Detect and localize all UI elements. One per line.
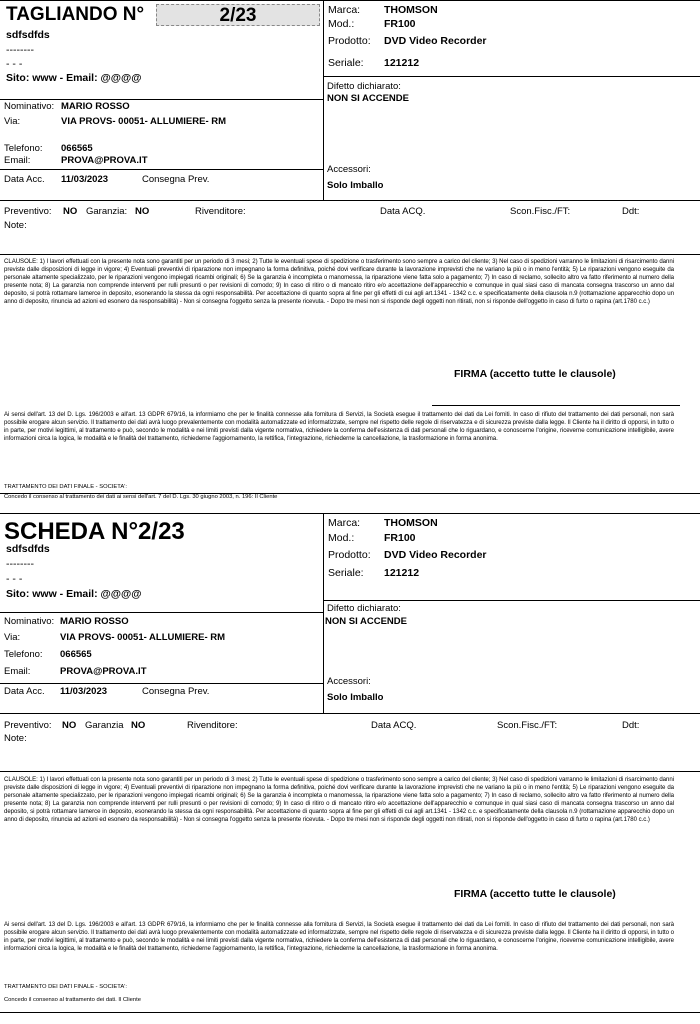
- product-value: DVD Video Recorder: [384, 35, 487, 47]
- phone-label: Telefono:: [4, 143, 43, 154]
- ddt-label: Ddt:: [622, 206, 640, 217]
- product-label: Prodotto:: [328, 549, 371, 561]
- preventivo-value: NO: [62, 720, 77, 731]
- email-label: Email:: [4, 155, 31, 166]
- trattamento-title: TRATTAMENTO DEI DATI FINALE - SOCIETA':: [4, 484, 127, 490]
- phone-label: Telefono:: [4, 649, 43, 660]
- dashes: --------: [6, 558, 34, 570]
- tagliando-title: TAGLIANDO N°: [6, 4, 145, 25]
- rivenditore-label: Rivenditore:: [187, 720, 238, 731]
- name-label: Nominativo:: [4, 101, 55, 112]
- dashes: --------: [6, 44, 34, 56]
- data-acq-label: Data ACQ.: [380, 206, 426, 217]
- separator: - - -: [6, 573, 23, 585]
- product-value: DVD Video Recorder: [384, 549, 487, 561]
- scon-label: Scon.Fisc./FT:: [510, 206, 571, 217]
- scon-label: Scon.Fisc./FT:: [497, 720, 558, 731]
- model-value: FR100: [384, 532, 416, 544]
- firma-label: FIRMA (accetto tutte le clausole): [454, 888, 616, 900]
- trattamento-text: Concedo il consenso al trattamento dei dati. Il Cliente: [4, 997, 141, 1003]
- defect-label: Difetto dichiarato:: [327, 603, 401, 614]
- privacy-text: Ai sensi dell'art. 13 del D. Lgs. 196/2003 e all'art. 13 GDPR 679/16, la informiamo che per le finalità connesse alla fornitura di Servizi, la Società esegue il trattamento dei dati da Lei forniti. In caso di rifiuto del trattamento dei dati personali, non sarà possibile erogare alcun servizio. Il trattamento dei dati avrà luogo prevalentemente con modalità automatizzate ed informatizzate, sempre nel rispetto delle regole di riservatezza e di sicurezza previste dalla legge. Il Cliente ha il diritto di opporsi, in tutto o in parte, per motivi legittimi, al trattamento e può, secondo le modalità e nei limiti previsti dalla vigente normativa, richiedere la conferma dell'esistenza di dati personali che lo riguardano, e conoscerne l'origine, riceverne comunicazione intelligibile, avere informazioni circa la logica, le modalità e le finalità del trattamento, richiederne l'aggiornamento, la rettifica, l'integrazione, richiederne la cancellazione, la trasformazione in forma anonima.: [4, 411, 674, 442]
- scheda-title: SCHEDA N°2/23: [4, 518, 185, 545]
- date-label: Data Acc.: [4, 686, 45, 697]
- company-name: sdfsdfds: [6, 543, 50, 555]
- date-value: 11/03/2023: [60, 686, 108, 697]
- customer-address: VIA PROVS- 00051- ALLUMIERE- RM: [60, 632, 226, 643]
- company-name: sdfsdfds: [6, 29, 50, 41]
- customer-name: MARIO ROSSO: [61, 101, 130, 112]
- delivery-label: Consegna Prev.: [142, 174, 210, 185]
- separator: - - -: [6, 58, 23, 70]
- garanzia-label: Garanzia:: [86, 206, 128, 217]
- serial-value: 121212: [384, 57, 420, 69]
- preventivo-value: NO: [63, 206, 78, 217]
- name-label: Nominativo:: [4, 616, 55, 627]
- privacy-text: Ai sensi dell'art. 13 del D. Lgs. 196/2003 e all'art. 13 GDPR 679/16, la informiamo che per le finalità connesse alla fornitura di Servizi, la Società esegue il trattamento dei dati da Lei forniti. In caso di rifiuto del trattamento dei dati personali, non sarà possibile erogare alcun servizio. Il trattamento dei dati avrà luogo prevalentemente con modalità automatizzate ed informatizzate, sempre nel rispetto delle regole di riservatezza e di sicurezza previste dalla legge. Il Cliente ha il diritto di opporsi, in tutto o in parte, per motivi legittimi, al trattamento e può, secondo le modalità e nei limiti previsti dalla vigente normativa, richiedere la conferma dell'esistenza di dati personali che lo riguardano, e conoscerne l'origine, riceverne comunicazione intelligibile, avere informazioni circa la logica, le modalità e le finalità del trattamento, richiederne l'aggiornamento, la rettifica, l'integrazione, richiederne la cancellazione, la trasformazione in forma anonima.: [4, 921, 674, 952]
- firma-label: FIRMA (accetto tutte le clausole): [454, 368, 616, 380]
- model-label: Mod.:: [328, 18, 355, 30]
- garanzia-value: NO: [135, 206, 150, 217]
- garanzia-value: NO: [131, 720, 146, 731]
- date-value: 11/03/2023: [61, 174, 109, 185]
- preventivo-label: Preventivo:: [4, 720, 52, 731]
- accessories-value: Solo Imballo: [327, 692, 384, 703]
- trattamento-text: Concedo il consenso al trattamento dei dati ai sensi dell'art. 7 del D. Lgs. 30 giugno 2003, n. 196: Il Cliente: [4, 494, 278, 500]
- customer-phone: 066565: [60, 649, 92, 660]
- trattamento-title: TRATTAMENTO DEI DATI FINALE - SOCIETA':: [4, 984, 127, 990]
- clauses-text: CLAUSOLE: 1) I lavori effettuati con la presente nota sono garantiti per un periodo di 3 mesi; 2) Tutte le eventuali spese di spedizione o trasferimento sono sempre a carico del cliente; 3) Nel caso di spedizioni varranno le limitazioni di risarcimento danni previste dalle disposizioni di legge in vigore; 4) Eventuali preventivi di riparazione non impegnano la forma definitiva, poiché dovi verificare durante la lavorazione imprevisti che ne variano la più o in meno l'entità; 5) Le riparazioni vengono eseguite da personale altamente specializzato, per le riparazioni vengono impiegati ricambi originali; 6) Se la garanzia è incompleta o manomessa, la riparazione viene fatta solo a pagamento; 7) In caso di reclamo, sollecito altro va fatto riferimento al numero della presente nota; 8) La garanzia non comprende interventi per rulli presunti o per revisioni di comodo; 9) In caso di ritiro o di mancato ritiro e/o accettazione dell'apparecchio e comunque in qual siasi caso di mancata consegna trascorso un anno dal deposito, si potrà rottamare lamerce in deposito, esonerando la stessa da ogni responsabilità. Per accettazione di quanto sopra al fine per gli effetti di cui agli art.1341 - 1342 c.c. e specificatamente della clausola n.9 (rottamazione apparecchio dopo un anno di deposito, rinuncia ad azioni ed esonero da responsabilità) - Non si consegna l'oggetto senza la presente ricevuta. - Dopo tre mesi non si risponde degli oggetti non ritirati, non si risponde dell'oggetto in caso di furto o rapina (art.1780 c.c.): [4, 776, 674, 823]
- rivenditore-label: Rivenditore:: [195, 206, 246, 217]
- note-label: Note:: [4, 220, 27, 231]
- accessories-label: Accessori:: [327, 164, 371, 175]
- model-label: Mod.:: [328, 532, 355, 544]
- defect-value: NON SI ACCENDE: [325, 616, 407, 627]
- serial-label: Seriale:: [328, 57, 364, 69]
- delivery-label: Consegna Prev.: [142, 686, 210, 697]
- product-label: Prodotto:: [328, 35, 371, 47]
- email-label: Email:: [4, 666, 31, 677]
- brand-label: Marca:: [328, 517, 361, 529]
- clauses-text: CLAUSOLE: 1) I lavori effettuati con la presente nota sono garantiti per un periodo di 3 mesi; 2) Tutte le eventuali spese di spedizione o trasferimento sono sempre a carico del cliente; 3) Nel caso di spedizioni varranno le limitazioni di risarcimento danni previste dalle disposizioni di legge in vigore; 4) Eventuali preventivi di riparazione non impegnano la forma definitiva, poiché dovi verificare durante la lavorazione imprevisti che ne variano la più o in meno l'entità; 5) Le riparazioni vengono eseguite da personale altamente specializzato, per le riparazioni vengono impiegati ricambi originali; 6) Se la garanzia è incompleta o manomessa, la riparazione viene fatta solo a pagamento; 7) In caso di reclamo, sollecito altro va fatto riferimento al numero della presente nota; 8) La garanzia non comprende interventi per rulli presunti o per revisioni di comodo; 9) In caso di ritiro o di mancato ritiro e/o accettazione dell'apparecchio e comunque in qual siasi caso di mancata consegna trascorso un anno dal deposito, si potrà rottamare lamerce in deposito, esonerando la stessa da ogni responsabilità. Per accettazione di quanto sopra al fine per gli effetti di cui agli art.1341 - 1342 c.c. e specificatamente della clausola n.9 (rottamazione apparecchio dopo un anno di deposito, rinuncia ad azioni ed esonero da responsabilità) - Non si consegna l'oggetto senza la presente ricevuta. - Dopo tre mesi non si risponde degli oggetti non ritirati, non si risponde dell'oggetto in caso di furto o rapina (art.1780 c.c.): [4, 258, 674, 305]
- note-label: Note:: [4, 733, 27, 744]
- site-email: Sito: www - Email: @@@@: [6, 72, 142, 84]
- data-acq-label: Data ACQ.: [371, 720, 417, 731]
- serial-value: 121212: [384, 567, 420, 579]
- brand-value: THOMSON: [384, 517, 438, 529]
- via-label: Via:: [4, 632, 21, 643]
- date-label: Data Acc.: [4, 174, 45, 185]
- customer-name: MARIO ROSSO: [60, 616, 129, 627]
- model-value: FR100: [384, 18, 416, 30]
- brand-value: THOMSON: [384, 4, 438, 16]
- customer-email: PROVA@PROVA.IT: [60, 666, 147, 677]
- accessories-label: Accessori:: [327, 676, 371, 687]
- accessories-value: Solo Imballo: [327, 180, 384, 191]
- tagliando-number-box: [156, 4, 320, 26]
- preventivo-label: Preventivo:: [4, 206, 52, 217]
- via-label: Via:: [4, 116, 21, 127]
- garanzia-label: Garanzia: [85, 720, 124, 731]
- customer-phone: 066565: [61, 143, 93, 154]
- ddt-label: Ddt:: [622, 720, 640, 731]
- brand-label: Marca:: [328, 4, 361, 16]
- customer-address: VIA PROVS- 00051- ALLUMIERE- RM: [61, 116, 227, 127]
- site-email: Sito: www - Email: @@@@: [6, 588, 142, 600]
- customer-email: PROVA@PROVA.IT: [61, 155, 148, 166]
- tagliando-number: 2/23: [219, 5, 257, 26]
- serial-label: Seriale:: [328, 567, 364, 579]
- defect-value: NON SI ACCENDE: [327, 93, 409, 104]
- defect-label: Difetto dichiarato:: [327, 81, 401, 92]
